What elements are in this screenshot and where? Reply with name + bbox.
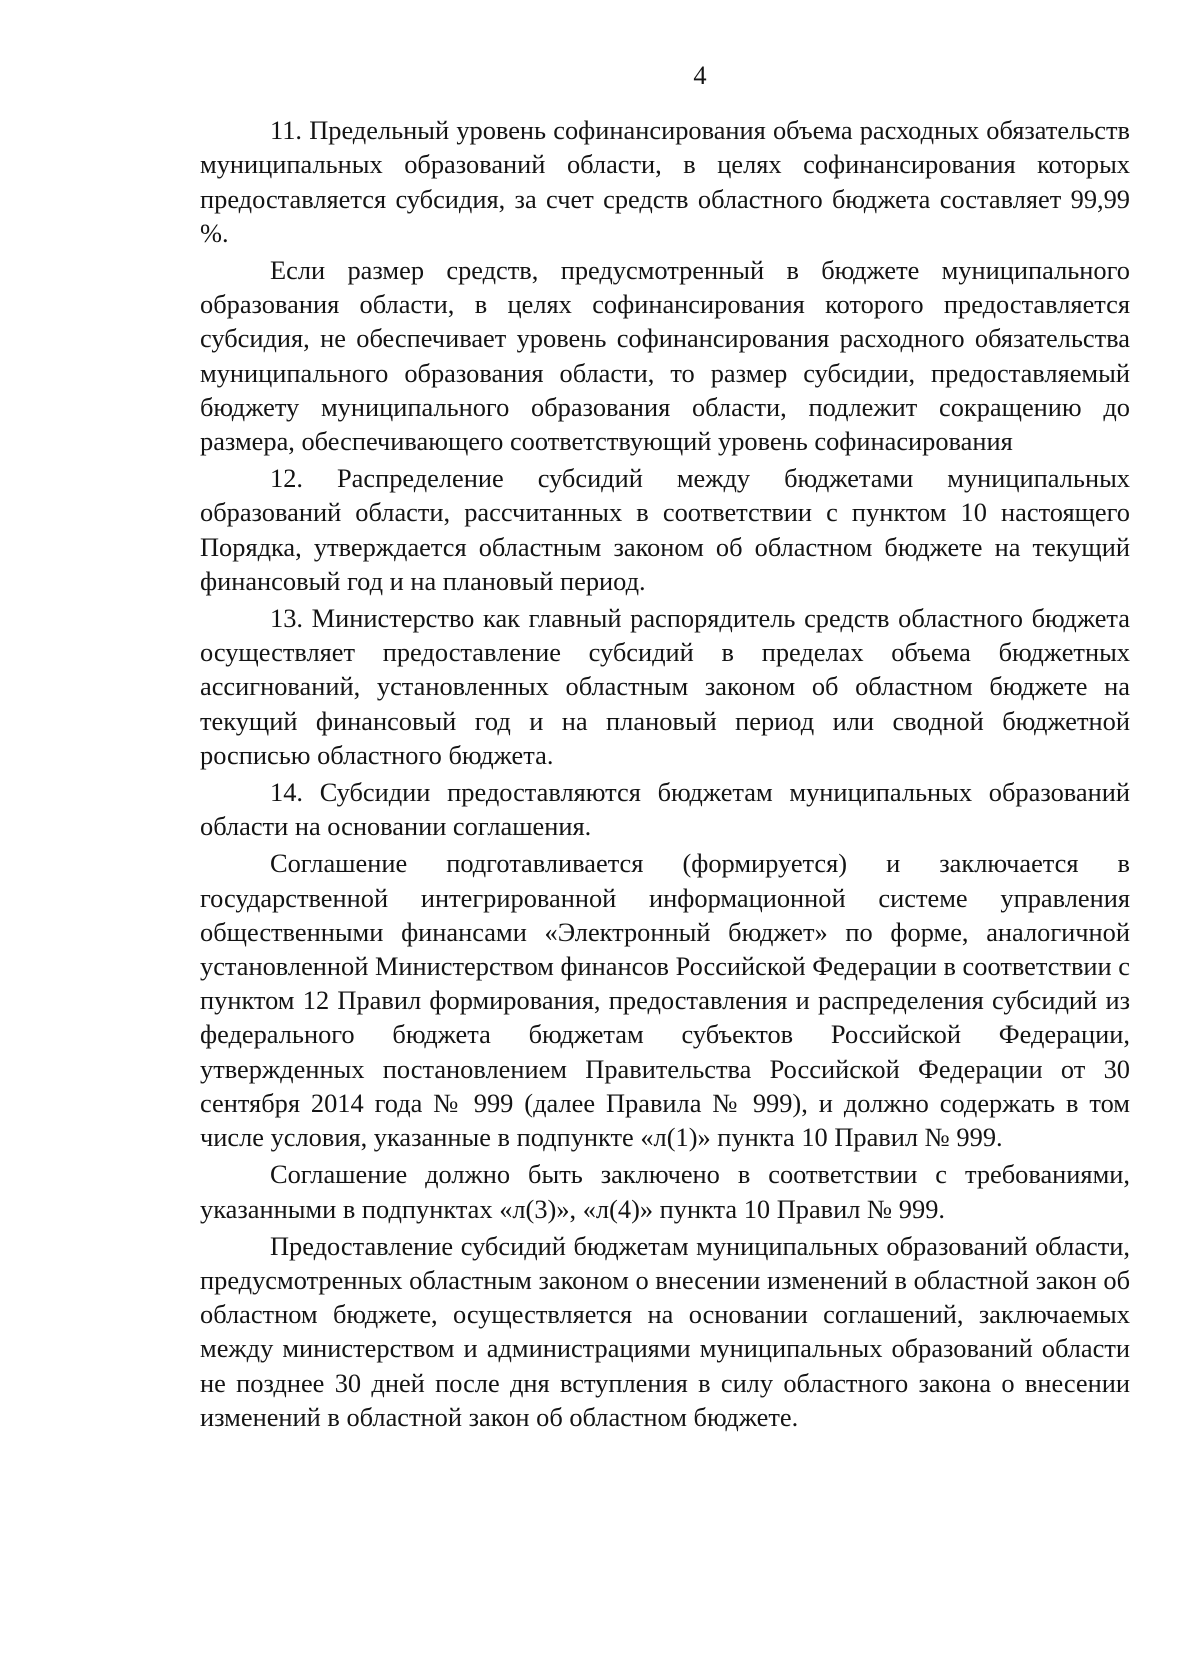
paragraph-13: 13. Министерство как главный распорядитель средств областного бюджета осуществляет предоставление субсидий в пределах объема бюджетных ассигнований, установленных областным законом об областном бюджете на текущий финансовый год и на плановый период или сводной бюджетной росписью областного бюджета.	[200, 603, 1130, 770]
paragraph-14: 14. Субсидии предоставляются бюджетам муниципальных образований области на основании соглашения.	[200, 777, 1130, 842]
page-number: 4	[693, 60, 707, 90]
paragraph-12: 12. Распределение субсидий между бюджетами муниципальных образований области, рассчитанных в соответствии с пунктом 10 настоящего Порядка, утверждается областным законом об областном бюджете на текущий финансовый год и на плановый период.	[200, 463, 1130, 596]
paragraph-14-agreement-requirements: Соглашение должно быть заключено в соответствии с требованиями, указанными в подпунктах «л(3)», «л(4)» пункта 10 Правил № 999.	[200, 1159, 1130, 1224]
paragraph-11-cofinancing: Если размер средств, предусмотренный в бюджете муниципального образования области, в целях софинансирования которого предоставляется субсидия, не обеспечивает уровень софинансирования расходного обязательства муниципального образования области, то размер субсидии, предоставляемый бюджету муниципального образования области, подлежит сокращению до размера, обеспечивающего соответствующий уровень софинасирования	[200, 255, 1130, 457]
document-page	[200, 58, 1130, 1434]
paragraph-14-agreement-deadline: Предоставление субсидий бюджетам муниципальных образований области, предусмотренных областным законом о внесении изменений в областной закон об областном бюджете, осуществляется на основании соглашений, заключаемых между министерством и администрациями муниципальных образований области не позднее 30 дней после дня вступления в силу областного закона о внесении изменений в областной закон об областном бюджете.	[200, 1230, 1130, 1432]
paragraph-11: 11. Предельный уровень софинансирования объема расходных обязательств муниципальных образований области, в целях софинансирования которых предоставляется субсидия, за счет средств областного бюджета составляет 99,99 %.	[200, 115, 1130, 248]
paragraph-14-agreement-form: Соглашение подготавливается (формируется) и заключается в государственной интегрированной информационной системе управления общественными финансами «Электронный бюджет» по форме, аналогичной установленной Министерством финансов Российской Федерации в соответствии с пунктом 12 Правил формирования, предоставления и распределения субсидий из федерального бюджета бюджетам субъектов Российской Федерации, утвержденных постановлением Правительства Российской Федерации от 30 сентября 2014 года № 999 (далее Правила № 999), и должно содержать в том числе условия, указанные в подпункте «л(1)» пункта 10 Правил № 999.	[200, 848, 1130, 1153]
